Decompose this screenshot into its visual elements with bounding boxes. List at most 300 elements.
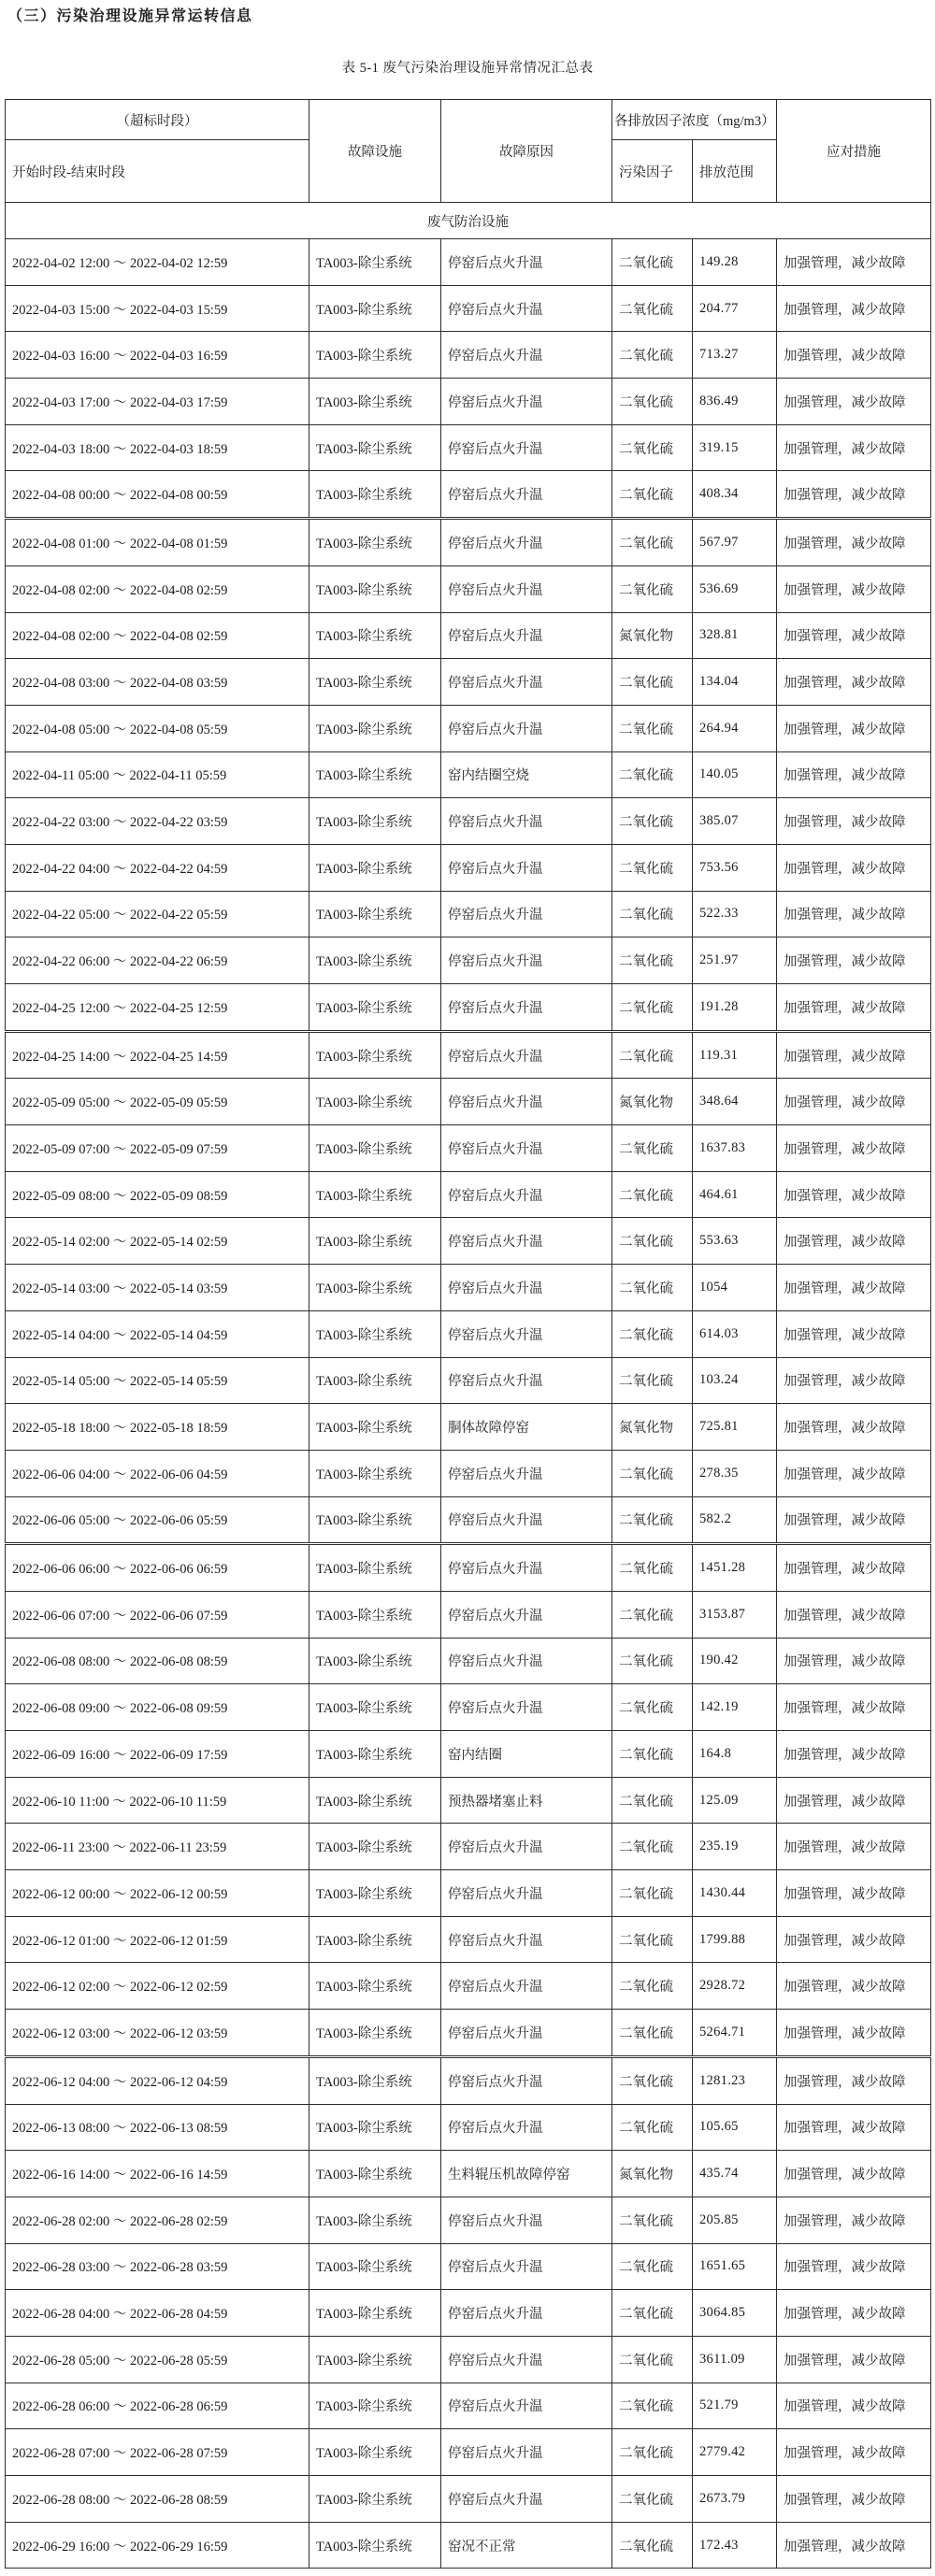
cell-emission-value: 204.77 — [693, 285, 777, 332]
cell-fault-reason: 停窑后点火升温 — [441, 285, 612, 332]
cell-measure: 加强管理，减少故障 — [777, 1357, 931, 1404]
cell-exceed-period: 2022-06-28 07:00 ～ 2022-06-28 07:59 — [6, 2429, 309, 2476]
cell-fault-facility: TA003-除尘系统 — [309, 2243, 441, 2290]
cell-fault-facility: TA003-除尘系统 — [309, 1731, 441, 1778]
cell-exceed-period: 2022-06-28 05:00 ～ 2022-06-28 05:59 — [6, 2336, 309, 2383]
cell-emission-value: 1281.23 — [693, 2056, 777, 2104]
cell-emission-value: 1451.28 — [693, 1544, 777, 1592]
cell-exceed-period: 2022-06-12 00:00 ～ 2022-06-12 00:59 — [6, 1870, 309, 1917]
cell-fault-reason: 停窑后点火升温 — [441, 891, 612, 937]
cell-emission-value: 522.33 — [693, 891, 777, 937]
cell-fault-reason: 停窑后点火升温 — [441, 1496, 612, 1544]
cell-fault-facility: TA003-除尘系统 — [309, 1638, 441, 1684]
cell-exceed-period: 2022-04-02 12:00 ～ 2022-04-02 12:59 — [6, 239, 309, 286]
cell-emission-value: 3064.85 — [693, 2290, 777, 2337]
cell-fault-facility: TA003-除尘系统 — [309, 891, 441, 937]
cell-measure: 加强管理，减少故障 — [777, 1218, 931, 1265]
cell-exceed-period: 2022-06-08 08:00 ～ 2022-06-08 08:59 — [6, 1638, 309, 1684]
cell-fault-facility: TA003-除尘系统 — [309, 1357, 441, 1404]
cell-exceed-period: 2022-04-08 05:00 ～ 2022-04-08 05:59 — [6, 705, 309, 751]
cell-pollutant-factor: 二氧化硫 — [612, 332, 693, 379]
cell-fault-facility: TA003-除尘系统 — [309, 798, 441, 845]
cell-fault-facility: TA003-除尘系统 — [309, 1544, 441, 1592]
cell-pollutant-factor: 二氧化硫 — [612, 1310, 693, 1357]
cell-emission-value: 134.04 — [693, 659, 777, 706]
cell-fault-facility: TA003-除尘系统 — [309, 612, 441, 659]
cell-fault-facility: TA003-除尘系统 — [309, 2476, 441, 2523]
cell-fault-reason: 窑况不正常 — [441, 2522, 612, 2569]
cell-fault-reason: 停窑后点火升温 — [441, 1171, 612, 1218]
cell-pollutant-factor: 二氧化硫 — [612, 2522, 693, 2569]
cell-exceed-period: 2022-06-06 05:00 ～ 2022-06-06 05:59 — [6, 1496, 309, 1544]
cell-fault-reason: 停窑后点火升温 — [441, 2476, 612, 2523]
table-row — [6, 239, 931, 286]
cell-fault-reason: 停窑后点火升温 — [441, 1684, 612, 1731]
table-row — [6, 332, 931, 379]
cell-measure: 加强管理，减少故障 — [777, 1731, 931, 1778]
cell-fault-facility: TA003-除尘系统 — [309, 2290, 441, 2337]
cell-measure: 加强管理，减少故障 — [777, 379, 931, 425]
cell-pollutant-factor: 二氧化硫 — [612, 2197, 693, 2243]
cell-measure: 加强管理，减少故障 — [777, 984, 931, 1032]
cell-exceed-period: 2022-04-08 02:00 ～ 2022-04-08 02:59 — [6, 612, 309, 659]
cell-exceed-period: 2022-06-10 11:00 ～ 2022-06-10 11:59 — [6, 1777, 309, 1824]
cell-pollutant-factor: 二氧化硫 — [612, 705, 693, 751]
cell-measure: 加强管理，减少故障 — [777, 2056, 931, 2104]
cell-emission-value: 3611.09 — [693, 2336, 777, 2383]
cell-fault-reason: 生料辊压机故障停窑 — [441, 2151, 612, 2197]
cell-measure: 加强管理，减少故障 — [777, 239, 931, 286]
cell-pollutant-factor: 二氧化硫 — [612, 1963, 693, 2010]
cell-exceed-period: 2022-04-25 14:00 ～ 2022-04-25 14:59 — [6, 1031, 309, 1079]
cell-measure: 加强管理，减少故障 — [777, 1824, 931, 1870]
cell-fault-reason: 停窑后点火升温 — [441, 612, 612, 659]
cell-fault-reason: 停窑后点火升温 — [441, 1824, 612, 1870]
cell-measure: 加强管理，减少故障 — [777, 1591, 931, 1638]
cell-pollutant-factor: 二氧化硫 — [612, 1824, 693, 1870]
cell-pollutant-factor: 二氧化硫 — [612, 2104, 693, 2151]
cell-fault-reason: 停窑后点火升温 — [441, 1125, 612, 1172]
cell-fault-facility: TA003-除尘系统 — [309, 1171, 441, 1218]
cell-fault-reason: 停窑后点火升温 — [441, 844, 612, 891]
cell-exceed-period: 2022-05-09 07:00 ～ 2022-05-09 07:59 — [6, 1125, 309, 1172]
cell-fault-reason: 窑内结圈 — [441, 1731, 612, 1778]
cell-emission-value: 2779.42 — [693, 2429, 777, 2476]
cell-emission-value: 278.35 — [693, 1450, 777, 1496]
table-row — [6, 1404, 931, 1451]
cell-fault-reason: 停窑后点火升温 — [441, 2429, 612, 2476]
cell-exceed-period: 2022-06-16 14:00 ～ 2022-06-16 14:59 — [6, 2151, 309, 2197]
cell-emission-value: 1637.83 — [693, 1125, 777, 1172]
cell-measure: 加强管理，减少故障 — [777, 519, 931, 566]
cell-measure: 加强管理，减少故障 — [777, 1870, 931, 1917]
cell-exceed-period: 2022-05-18 18:00 ～ 2022-05-18 18:59 — [6, 1404, 309, 1451]
cell-exceed-period: 2022-04-25 12:00 ～ 2022-04-25 12:59 — [6, 984, 309, 1032]
table-row — [6, 565, 931, 612]
cell-emission-value: 753.56 — [693, 844, 777, 891]
cell-pollutant-factor: 二氧化硫 — [612, 659, 693, 706]
cell-measure: 加强管理，减少故障 — [777, 285, 931, 332]
cell-pollutant-factor: 二氧化硫 — [612, 1870, 693, 1917]
cell-emission-value: 125.09 — [693, 1777, 777, 1824]
cell-emission-value: 235.19 — [693, 1824, 777, 1870]
section-label: 废气防治设施 — [6, 203, 931, 239]
cell-emission-value: 464.61 — [693, 1171, 777, 1218]
cell-pollutant-factor: 二氧化硫 — [612, 2290, 693, 2337]
cell-measure: 加强管理，减少故障 — [777, 1496, 931, 1544]
cell-measure: 加强管理，减少故障 — [777, 1265, 931, 1311]
cell-measure: 加强管理，减少故障 — [777, 1916, 931, 1963]
cell-emission-value: 385.07 — [693, 798, 777, 845]
cell-exceed-period: 2022-06-13 08:00 ～ 2022-06-13 08:59 — [6, 2104, 309, 2151]
cell-emission-value: 1430.44 — [693, 1870, 777, 1917]
cell-pollutant-factor: 二氧化硫 — [612, 565, 693, 612]
cell-exceed-period: 2022-04-08 02:00 ～ 2022-04-08 02:59 — [6, 565, 309, 612]
header-concentration-group: 各排放因子浓度（mg/m3） — [612, 100, 777, 140]
cell-measure: 加强管理，减少故障 — [777, 2336, 931, 2383]
cell-exceed-period: 2022-04-08 03:00 ～ 2022-04-08 03:59 — [6, 659, 309, 706]
table-row — [6, 1125, 931, 1172]
cell-emission-value: 105.65 — [693, 2104, 777, 2151]
cell-exceed-period: 2022-06-09 16:00 ～ 2022-06-09 17:59 — [6, 1731, 309, 1778]
cell-pollutant-factor: 二氧化硫 — [612, 937, 693, 984]
cell-pollutant-factor: 二氧化硫 — [612, 984, 693, 1032]
cell-fault-facility: TA003-除尘系统 — [309, 285, 441, 332]
cell-exceed-period: 2022-04-03 17:00 ～ 2022-04-03 17:59 — [6, 379, 309, 425]
cell-fault-facility: TA003-除尘系统 — [309, 1963, 441, 2010]
cell-emission-value: 521.79 — [693, 2383, 777, 2429]
cell-measure: 加强管理，减少故障 — [777, 1310, 931, 1357]
cell-fault-facility: TA003-除尘系统 — [309, 937, 441, 984]
table-row — [6, 2104, 931, 2151]
cell-measure: 加强管理，减少故障 — [777, 2104, 931, 2151]
cell-fault-reason: 胴体故障停窑 — [441, 1404, 612, 1451]
cell-fault-reason: 停窑后点火升温 — [441, 1265, 612, 1311]
cell-pollutant-factor: 二氧化硫 — [612, 239, 693, 286]
cell-fault-reason: 停窑后点火升温 — [441, 2290, 612, 2337]
cell-emission-value: 5264.71 — [693, 2010, 777, 2057]
cell-pollutant-factor: 二氧化硫 — [612, 891, 693, 937]
cell-fault-reason: 停窑后点火升温 — [441, 937, 612, 984]
cell-measure: 加强管理，减少故障 — [777, 1031, 931, 1079]
cell-fault-facility: TA003-除尘系统 — [309, 1777, 441, 1824]
cell-emission-value: 142.19 — [693, 1684, 777, 1731]
cell-fault-facility: TA003-除尘系统 — [309, 332, 441, 379]
table-row — [6, 424, 931, 471]
cell-exceed-period: 2022-04-08 01:00 ～ 2022-04-08 01:59 — [6, 519, 309, 566]
cell-exceed-period: 2022-06-28 04:00 ～ 2022-06-28 04:59 — [6, 2290, 309, 2337]
cell-pollutant-factor: 二氧化硫 — [612, 2383, 693, 2429]
cell-pollutant-factor: 二氧化硫 — [612, 798, 693, 845]
header-emission-range: 排放范围 — [693, 140, 777, 203]
cell-fault-facility: TA003-除尘系统 — [309, 519, 441, 566]
cell-fault-reason: 停窑后点火升温 — [441, 1591, 612, 1638]
cell-fault-facility: TA003-除尘系统 — [309, 471, 441, 519]
cell-measure: 加强管理，减少故障 — [777, 332, 931, 379]
cell-exceed-period: 2022-05-09 05:00 ～ 2022-05-09 05:59 — [6, 1079, 309, 1125]
cell-emission-value: 205.85 — [693, 2197, 777, 2243]
cell-fault-reason: 停窑后点火升温 — [441, 332, 612, 379]
table-row — [6, 2476, 931, 2523]
cell-pollutant-factor: 二氧化硫 — [612, 2056, 693, 2104]
cell-measure: 加强管理，减少故障 — [777, 1777, 931, 1824]
cell-pollutant-factor: 二氧化硫 — [612, 285, 693, 332]
cell-measure: 加强管理，减少故障 — [777, 565, 931, 612]
cell-exceed-period: 2022-06-08 09:00 ～ 2022-06-08 09:59 — [6, 1684, 309, 1731]
header-exceed-period: （超标时段） — [6, 100, 309, 140]
cell-fault-facility: TA003-除尘系统 — [309, 379, 441, 425]
cell-fault-reason: 停窑后点火升温 — [441, 2056, 612, 2104]
table-row — [6, 2197, 931, 2243]
table-row — [6, 659, 931, 706]
table-row — [6, 2151, 931, 2197]
table-row — [6, 1684, 931, 1731]
cell-fault-facility: TA003-除尘系统 — [309, 1031, 441, 1079]
table-row — [6, 2383, 931, 2429]
cell-pollutant-factor: 二氧化硫 — [612, 2243, 693, 2290]
cell-emission-value: 553.63 — [693, 1218, 777, 1265]
cell-measure: 加强管理，减少故障 — [777, 2383, 931, 2429]
table-row — [6, 1218, 931, 1265]
cell-measure: 加强管理，减少故障 — [777, 937, 931, 984]
table-row — [6, 612, 931, 659]
table-row — [6, 984, 931, 1032]
cell-fault-facility: TA003-除尘系统 — [309, 2522, 441, 2569]
cell-measure: 加强管理，减少故障 — [777, 798, 931, 845]
cell-exceed-period: 2022-06-12 01:00 ～ 2022-06-12 01:59 — [6, 1916, 309, 1963]
table-row — [6, 1450, 931, 1496]
table-row — [6, 379, 931, 425]
cell-fault-facility: TA003-除尘系统 — [309, 1870, 441, 1917]
table-row — [6, 471, 931, 519]
table-row — [6, 751, 931, 798]
cell-fault-facility: TA003-除尘系统 — [309, 2429, 441, 2476]
table-row — [6, 2522, 931, 2569]
cell-exceed-period: 2022-06-28 02:00 ～ 2022-06-28 02:59 — [6, 2197, 309, 2243]
cell-fault-reason: 停窑后点火升温 — [441, 1638, 612, 1684]
cell-emission-value: 1054 — [693, 1265, 777, 1311]
cell-emission-value: 348.64 — [693, 1079, 777, 1125]
cell-pollutant-factor: 氮氧化物 — [612, 612, 693, 659]
cell-exceed-period: 2022-04-22 04:00 ～ 2022-04-22 04:59 — [6, 844, 309, 891]
cell-emission-value: 435.74 — [693, 2151, 777, 2197]
cell-pollutant-factor: 二氧化硫 — [612, 1684, 693, 1731]
cell-emission-value: 536.69 — [693, 565, 777, 612]
cell-pollutant-factor: 二氧化硫 — [612, 1544, 693, 1592]
cell-pollutant-factor: 氮氧化物 — [612, 2151, 693, 2197]
cell-fault-facility: TA003-除尘系统 — [309, 2197, 441, 2243]
cell-measure: 加强管理，减少故障 — [777, 612, 931, 659]
cell-pollutant-factor: 二氧化硫 — [612, 379, 693, 425]
cell-exceed-period: 2022-05-14 05:00 ～ 2022-05-14 05:59 — [6, 1357, 309, 1404]
section-row — [6, 203, 931, 239]
cell-emission-value: 713.27 — [693, 332, 777, 379]
cell-fault-facility: TA003-除尘系统 — [309, 1916, 441, 1963]
cell-fault-reason: 停窑后点火升温 — [441, 471, 612, 519]
header-row-top — [6, 100, 931, 140]
cell-measure: 加强管理，减少故障 — [777, 2010, 931, 2057]
table-row — [6, 937, 931, 984]
cell-measure: 加强管理，减少故障 — [777, 2290, 931, 2337]
cell-emission-value: 2928.72 — [693, 1963, 777, 2010]
cell-fault-facility: TA003-除尘系统 — [309, 2336, 441, 2383]
table-row — [6, 891, 931, 937]
cell-fault-reason: 停窑后点火升温 — [441, 2336, 612, 2383]
cell-emission-value: 103.24 — [693, 1357, 777, 1404]
cell-fault-facility: TA003-除尘系统 — [309, 751, 441, 798]
table-row — [6, 1357, 931, 1404]
header-start-end-period: 开始时段-结束时段 — [6, 140, 309, 203]
cell-exceed-period: 2022-05-14 04:00 ～ 2022-05-14 04:59 — [6, 1310, 309, 1357]
table-row — [6, 2010, 931, 2057]
table-row — [6, 2056, 931, 2104]
cell-measure: 加强管理，减少故障 — [777, 891, 931, 937]
table-row — [6, 2290, 931, 2337]
cell-fault-reason: 停窑后点火升温 — [441, 2243, 612, 2290]
cell-exceed-period: 2022-06-29 16:00 ～ 2022-06-29 16:59 — [6, 2522, 309, 2569]
cell-emission-value: 725.81 — [693, 1404, 777, 1451]
cell-exceed-period: 2022-06-06 07:00 ～ 2022-06-06 07:59 — [6, 1591, 309, 1638]
cell-pollutant-factor: 二氧化硫 — [612, 1218, 693, 1265]
cell-fault-facility: TA003-除尘系统 — [309, 1450, 441, 1496]
cell-fault-reason: 停窑后点火升温 — [441, 1916, 612, 1963]
cell-emission-value: 119.31 — [693, 1031, 777, 1079]
cell-emission-value: 328.81 — [693, 612, 777, 659]
header-fault-facility: 故障设施 — [309, 100, 441, 203]
table-row — [6, 1824, 931, 1870]
cell-fault-reason: 停窑后点火升温 — [441, 798, 612, 845]
table-row — [6, 1496, 931, 1544]
cell-fault-reason: 停窑后点火升温 — [441, 1544, 612, 1592]
cell-pollutant-factor: 二氧化硫 — [612, 471, 693, 519]
cell-measure: 加强管理，减少故障 — [777, 1125, 931, 1172]
cell-fault-facility: TA003-除尘系统 — [309, 1496, 441, 1544]
cell-fault-facility: TA003-除尘系统 — [309, 565, 441, 612]
cell-pollutant-factor: 二氧化硫 — [612, 1916, 693, 1963]
cell-pollutant-factor: 氮氧化物 — [612, 1079, 693, 1125]
cell-fault-facility: TA003-除尘系统 — [309, 844, 441, 891]
cell-exceed-period: 2022-04-22 05:00 ～ 2022-04-22 05:59 — [6, 891, 309, 937]
cell-exceed-period: 2022-04-03 15:00 ～ 2022-04-03 15:59 — [6, 285, 309, 332]
cell-measure: 加强管理，减少故障 — [777, 424, 931, 471]
cell-fault-reason: 停窑后点火升温 — [441, 1218, 612, 1265]
table-row — [6, 2243, 931, 2290]
cell-emission-value: 1799.88 — [693, 1916, 777, 1963]
cell-fault-reason: 停窑后点火升温 — [441, 1031, 612, 1079]
cell-fault-facility: TA003-除尘系统 — [309, 1310, 441, 1357]
cell-emission-value: 567.97 — [693, 519, 777, 566]
table-row — [6, 2336, 931, 2383]
cell-emission-value: 582.2 — [693, 1496, 777, 1544]
cell-fault-reason: 停窑后点火升温 — [441, 1963, 612, 2010]
cell-pollutant-factor: 二氧化硫 — [612, 2429, 693, 2476]
cell-measure: 加强管理，减少故障 — [777, 2243, 931, 2290]
cell-emission-value: 3153.87 — [693, 1591, 777, 1638]
cell-fault-facility: TA003-除尘系统 — [309, 1265, 441, 1311]
cell-emission-value: 264.94 — [693, 705, 777, 751]
cell-fault-facility: TA003-除尘系统 — [309, 1591, 441, 1638]
cell-exceed-period: 2022-06-12 04:00 ～ 2022-06-12 04:59 — [6, 2056, 309, 2104]
table-row — [6, 705, 931, 751]
cell-pollutant-factor: 二氧化硫 — [612, 2336, 693, 2383]
table-row — [6, 285, 931, 332]
cell-pollutant-factor: 二氧化硫 — [612, 1357, 693, 1404]
cell-fault-reason: 停窑后点火升温 — [441, 984, 612, 1032]
table-row — [6, 1870, 931, 1917]
cell-emission-value: 164.8 — [693, 1731, 777, 1778]
cell-measure: 加强管理，减少故障 — [777, 1404, 931, 1451]
table-row — [6, 844, 931, 891]
cell-exceed-period: 2022-05-14 02:00 ～ 2022-05-14 02:59 — [6, 1218, 309, 1265]
cell-measure: 加强管理，减少故障 — [777, 1079, 931, 1125]
cell-measure: 加强管理，减少故障 — [777, 1684, 931, 1731]
cell-fault-reason: 停窑后点火升温 — [441, 239, 612, 286]
cell-pollutant-factor: 二氧化硫 — [612, 844, 693, 891]
cell-pollutant-factor: 二氧化硫 — [612, 1265, 693, 1311]
cell-fault-reason: 停窑后点火升温 — [441, 1357, 612, 1404]
cell-pollutant-factor: 二氧化硫 — [612, 1031, 693, 1079]
table-row — [6, 1638, 931, 1684]
cell-pollutant-factor: 二氧化硫 — [612, 1125, 693, 1172]
cell-emission-value: 190.42 — [693, 1638, 777, 1684]
table-row — [6, 2429, 931, 2476]
cell-fault-reason: 预热器堵塞止料 — [441, 1777, 612, 1824]
cell-exceed-period: 2022-06-12 03:00 ～ 2022-06-12 03:59 — [6, 2010, 309, 2057]
cell-emission-value: 2673.79 — [693, 2476, 777, 2523]
table-row — [6, 1031, 931, 1079]
cell-fault-facility: TA003-除尘系统 — [309, 2383, 441, 2429]
header-fault-reason: 故障原因 — [441, 100, 612, 203]
cell-exceed-period: 2022-05-14 03:00 ～ 2022-05-14 03:59 — [6, 1265, 309, 1311]
cell-fault-reason: 停窑后点火升温 — [441, 424, 612, 471]
table-row — [6, 1916, 931, 1963]
cell-exceed-period: 2022-04-03 16:00 ～ 2022-04-03 16:59 — [6, 332, 309, 379]
cell-pollutant-factor: 二氧化硫 — [612, 519, 693, 566]
cell-exceed-period: 2022-06-28 03:00 ～ 2022-06-28 03:59 — [6, 2243, 309, 2290]
cell-fault-reason: 窑内结圈空烧 — [441, 751, 612, 798]
cell-measure: 加强管理，减少故障 — [777, 2522, 931, 2569]
cell-fault-facility: TA003-除尘系统 — [309, 239, 441, 286]
cell-measure: 加强管理，减少故障 — [777, 2476, 931, 2523]
cell-measure: 加强管理，减少故障 — [777, 1171, 931, 1218]
cell-fault-facility: TA003-除尘系统 — [309, 984, 441, 1032]
cell-measure: 加强管理，减少故障 — [777, 2429, 931, 2476]
cell-pollutant-factor: 二氧化硫 — [612, 1638, 693, 1684]
cell-exceed-period: 2022-06-12 02:00 ～ 2022-06-12 02:59 — [6, 1963, 309, 2010]
table-row — [6, 1079, 931, 1125]
abnormal-operation-table — [5, 99, 931, 2569]
cell-fault-reason: 停窑后点火升温 — [441, 659, 612, 706]
cell-exceed-period: 2022-05-09 08:00 ～ 2022-05-09 08:59 — [6, 1171, 309, 1218]
cell-emission-value: 408.34 — [693, 471, 777, 519]
cell-fault-facility: TA003-除尘系统 — [309, 1218, 441, 1265]
cell-pollutant-factor: 二氧化硫 — [612, 1496, 693, 1544]
cell-measure: 加强管理，减少故障 — [777, 1638, 931, 1684]
header-measures: 应对措施 — [777, 100, 931, 203]
cell-fault-reason: 停窑后点火升温 — [441, 2197, 612, 2243]
cell-measure: 加强管理，减少故障 — [777, 1544, 931, 1592]
cell-fault-facility: TA003-除尘系统 — [309, 659, 441, 706]
cell-fault-facility: TA003-除尘系统 — [309, 1079, 441, 1125]
cell-emission-value: 319.15 — [693, 424, 777, 471]
cell-pollutant-factor: 二氧化硫 — [612, 751, 693, 798]
cell-exceed-period: 2022-06-06 06:00 ～ 2022-06-06 06:59 — [6, 1544, 309, 1592]
cell-fault-facility: TA003-除尘系统 — [309, 1404, 441, 1451]
cell-fault-facility: TA003-除尘系统 — [309, 705, 441, 751]
table-row — [6, 1265, 931, 1311]
cell-fault-facility: TA003-除尘系统 — [309, 424, 441, 471]
cell-measure: 加强管理，减少故障 — [777, 844, 931, 891]
